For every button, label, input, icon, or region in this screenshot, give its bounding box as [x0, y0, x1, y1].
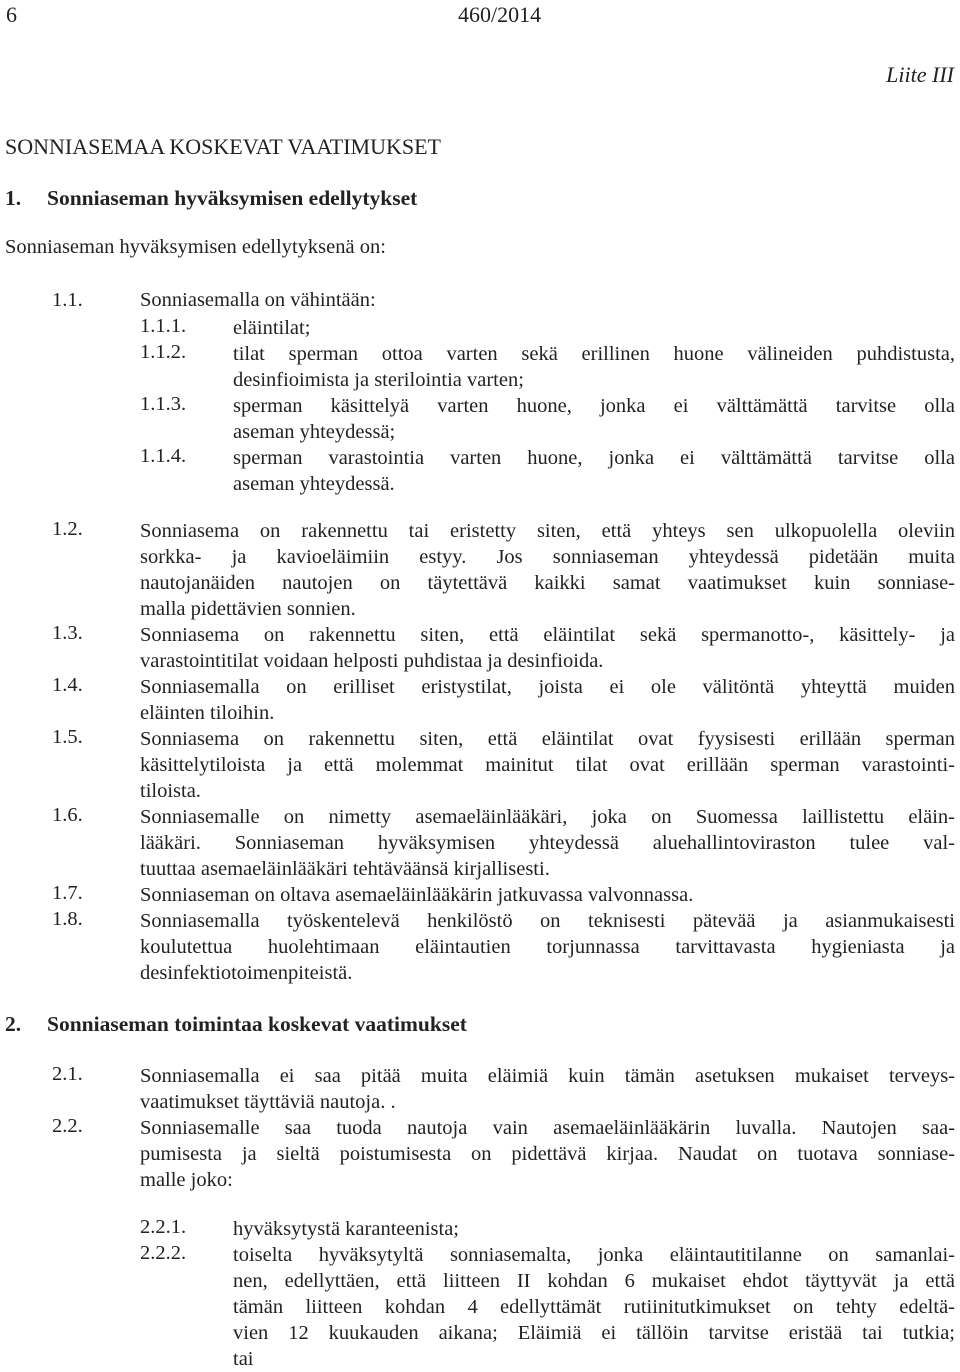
item-1-2-line: sorkka- ja kavioeläimiin estyy. Jos sonniaseman yhteydessä pidetään muita — [140, 546, 955, 568]
item-1-6-line: Sonniasemalle on nimetty asemaeläinlääkäri, joka on Suomessa laillistettu eläin- — [140, 806, 955, 828]
item-1-7-number: 1.7. — [52, 882, 83, 904]
item-1-2-text — [140, 518, 955, 622]
subitem-1-1-2-line: desinfioimista ja sterilointia varten; — [233, 369, 524, 391]
subitem-2-2-1-line: hyväksytystä karanteenista; — [233, 1218, 460, 1240]
subitem-1-1-2-line: tilat sperman ottoa varten sekä erillinen huone välineiden puhdistusta, — [233, 343, 955, 365]
item-1-8-line: koulutettua huolehtimaan eläintautien torjunnassa tarvittavasta hygieniasta ja — [140, 936, 955, 958]
item-1-3-line: Sonniasema on rakennettu siten, että eläintilat sekä spermanotto-, käsittely- ja — [140, 624, 955, 646]
item-1-2-line: Sonniasema on rakennettu tai eristetty siten, että yhteys sen ulkopuolella oleviin — [140, 520, 955, 542]
item-2-1-text — [140, 1063, 955, 1115]
section-intro: Sonniaseman hyväksymisen edellytyksenä on: — [5, 236, 386, 258]
item-1-6-line: tuuttaa asemaeläinlääkäri tehtäväänsä kirjallisesti. — [140, 858, 550, 880]
subitem-2-2-1-text — [233, 1216, 955, 1242]
subitem-1-1-1-line: eläintilat; — [233, 317, 311, 339]
section-number: 2. — [5, 1012, 22, 1036]
page-title: SONNIASEMAA KOSKEVAT VAATIMUKSET — [5, 134, 441, 159]
subitem-2-2-1-number: 2.2.1. — [140, 1216, 187, 1238]
subitem-1-1-4-line: sperman varastointia varten huone, jonka ei välttämättä tarvitse olla — [233, 447, 955, 469]
item-1-4-text — [140, 674, 955, 726]
subitem-1-1-3-line: sperman käsittelyä varten huone, jonka ei välttämättä tarvitse olla — [233, 395, 955, 417]
item-2-1-line: Sonniasemalla ei saa pitää muita eläimiä kuin tämän asetuksen mukaiset terveys- — [140, 1065, 955, 1087]
subitem-2-2-2-line: nen, edellyttäen, että liitteen II kohdan 6 mukaiset ehdot täyttyvät ja että — [233, 1270, 955, 1292]
item-2-2-text — [140, 1115, 955, 1193]
item-1-4-number: 1.4. — [52, 674, 83, 696]
item-1-1-text: Sonniasemalla on vähintään: — [140, 289, 376, 311]
item-1-7-line: Sonniaseman on oltava asemaeläinlääkärin jatkuvassa valvonnassa. — [140, 884, 694, 906]
item-2-2-line: malle joko: — [140, 1169, 233, 1191]
item-1-8-number: 1.8. — [52, 908, 83, 930]
item-1-5-line: käsittelytiloista ja että molemmat mainitut tilat ovat erillään sperman varastointi- — [140, 754, 955, 776]
item-1-4-line: Sonniasemalla on erilliset eristystilat, joista ei ole välitöntä yhteyttä muiden — [140, 676, 955, 698]
section-number: 1. — [5, 186, 22, 210]
item-1-8-text — [140, 908, 955, 986]
item-1-3-line: varastointitilat voidaan helposti puhdistaa ja desinfioida. — [140, 650, 604, 672]
item-1-5-line: Sonniasema on rakennettu siten, että eläintilat ovat fyysisesti erillään sperman — [140, 728, 955, 750]
subitem-1-1-3-line: aseman yhteydessä; — [233, 421, 396, 443]
item-2-1-number: 2.1. — [52, 1063, 83, 1085]
subitem-2-2-2-number: 2.2.2. — [140, 1242, 187, 1264]
subitem-1-1-3-text — [233, 393, 955, 445]
item-1-8-line: desinfektiotoimenpiteistä. — [140, 962, 353, 984]
subitem-1-1-1-text — [233, 315, 955, 341]
item-1-6-number: 1.6. — [52, 804, 83, 826]
item-1-3-number: 1.3. — [52, 622, 83, 644]
item-1-8-line: Sonniasemalla työskentelevä henkilöstö on teknisesti pätevää ja asianmukaisesti — [140, 910, 955, 932]
subitem-1-1-3-number: 1.1.3. — [140, 393, 187, 415]
subitem-1-1-4-line: aseman yhteydessä. — [233, 473, 395, 495]
item-1-6-text — [140, 804, 955, 882]
subitem-1-1-2-number: 1.1.2. — [140, 341, 187, 363]
section-heading-2 — [5, 1012, 467, 1037]
subitem-1-1-4-text — [233, 445, 955, 497]
item-1-2-line: malla pidettävien sonnien. — [140, 598, 356, 620]
item-1-1-number: 1.1. — [52, 289, 83, 311]
subitem-1-1-2-text — [233, 341, 955, 393]
section-title: Sonniaseman toimintaa koskevat vaatimukset — [47, 1012, 467, 1036]
subitem-2-2-2-text — [233, 1242, 955, 1372]
item-1-7-text — [140, 882, 955, 908]
section-title: Sonniaseman hyväksymisen edellytykset — [47, 186, 418, 210]
item-1-2-number: 1.2. — [52, 518, 83, 540]
section-heading-1 — [5, 186, 417, 211]
annex-label: Liite III — [886, 62, 954, 87]
item-1-5-number: 1.5. — [52, 726, 83, 748]
item-1-2-line: nautojanäiden nautojen on täytettävä kaikki samat vaatimukset kuin sonniase- — [140, 572, 955, 594]
subitem-1-1-4-number: 1.1.4. — [140, 445, 187, 467]
item-2-2-line: Sonniasemalle saa tuoda nautoja vain asemaeläinlääkärin luvalla. Nautojen saa- — [140, 1117, 955, 1139]
document-number: 460/2014 — [458, 2, 542, 27]
page-number: 6 — [6, 2, 17, 27]
item-2-2-number: 2.2. — [52, 1115, 83, 1137]
item-1-5-text — [140, 726, 955, 804]
item-2-2-line: pumisesta ja sieltä poistumisesta on pidettävä kirjaa. Naudat on tuotava sonniase- — [140, 1143, 955, 1165]
item-2-1-line: vaatimukset täyttäviä nautoja. . — [140, 1091, 396, 1113]
subitem-2-2-2-line: tai — [233, 1348, 254, 1370]
subitem-2-2-2-line: toiselta hyväksytyltä sonniasemalta, jonka eläintautitilanne on samanlai- — [233, 1244, 955, 1266]
item-1-4-line: eläinten tiloihin. — [140, 702, 275, 724]
item-1-6-line: lääkäri. Sonniaseman hyväksymisen yhteydessä aluehallintoviraston tulee val- — [140, 832, 955, 854]
subitem-1-1-1-number: 1.1.1. — [140, 315, 187, 337]
subitem-2-2-2-line: vien 12 kuukauden aikana; Eläimiä ei tällöin tarvitse eristää tai tutkia; — [233, 1322, 955, 1344]
item-1-3-text — [140, 622, 955, 674]
subitem-2-2-2-line: tämän liitteen kohdan 4 edellyttämät rutiinitutkimukset on tehty edeltä- — [233, 1296, 955, 1318]
item-1-5-line: tiloista. — [140, 780, 201, 802]
